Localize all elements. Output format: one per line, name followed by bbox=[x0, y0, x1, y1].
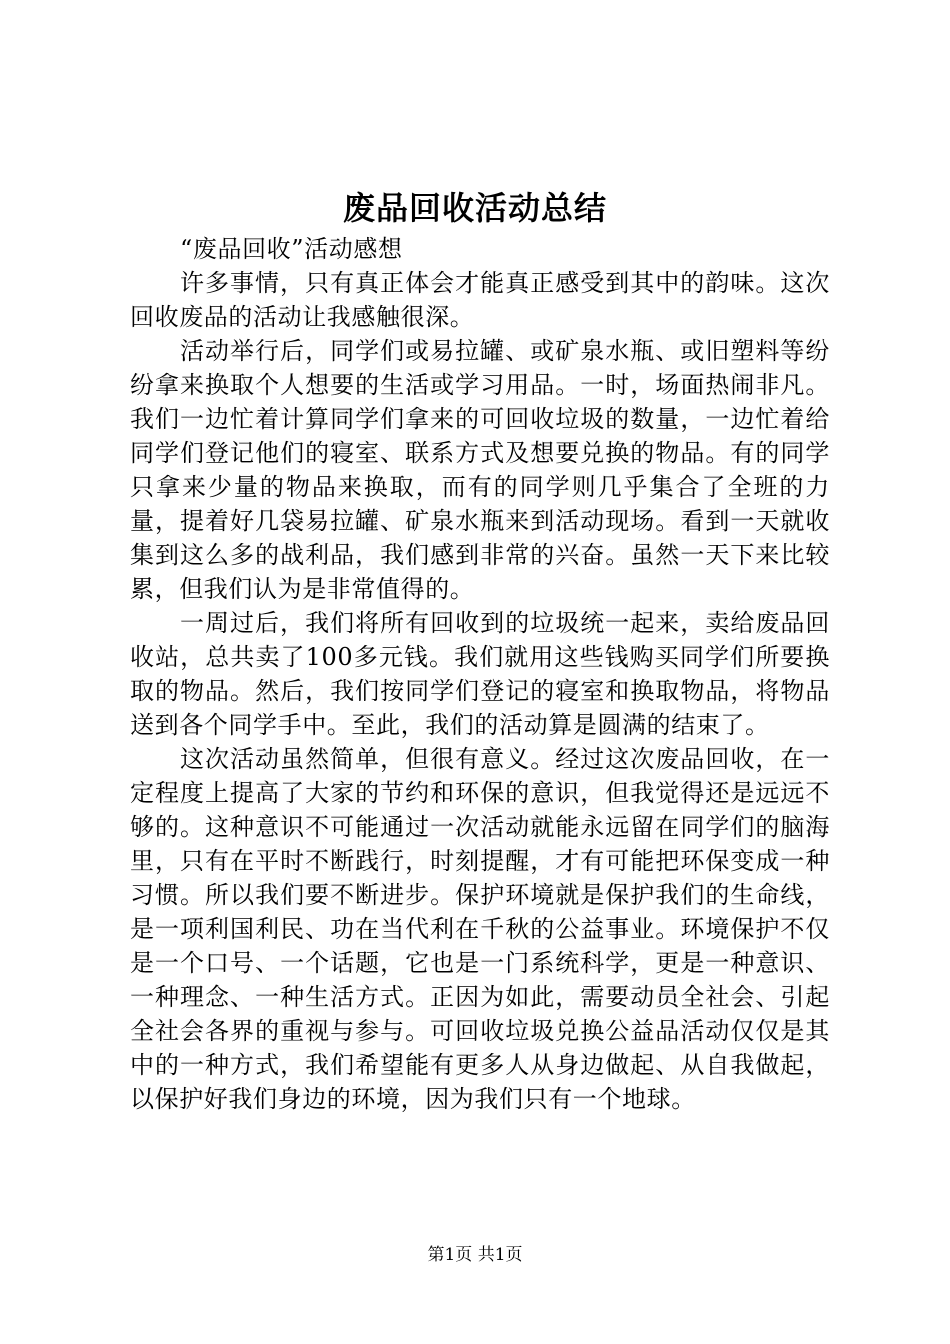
paragraph-intro: 许多事情，只有真正体会才能真正感受到其中的韵味。这次回收废品的活动让我感触很深。 bbox=[130, 269, 830, 331]
document-title: 废品回收活动总结 bbox=[342, 189, 607, 227]
page-footer: 第1页 共1页 bbox=[427, 1245, 523, 1265]
document-body bbox=[130, 232, 830, 1116]
paragraph-subtitle: “废品回收”活动感想 bbox=[180, 235, 403, 263]
paragraph-week-after: 一周过后，我们将所有回收到的垃圾统一起来，卖给废品回收站，总共卖了100多元钱。我们就用这些钱购买同学们所要换取的物品。然后，我们按同学们登记的寝室和换取物品，将物品送到各个同学手中。至此，我们的活动算是圆满的结束了。 bbox=[130, 609, 830, 739]
paragraph-conclusion: 这次活动虽然简单，但很有意义。经过这次废品回收，在一定程度上提高了大家的节约和环保的意识，但我觉得还是远远不够的。这种意识不可能通过一次活动就能永远留在同学们的脑海里，只有在平时不断践行，时刻提醒，才有可能把环保变成一种习惯。所以我们要不断进步。保护环境就是保护我们的生命线，是一项利国利民、功在当代利在千秋的公益事业。环境保护不仅是一个口号、一个话题，它也是一门系统科学，更是一种意识、一种理念、一种生活方式。正因为如此，需要动员全社会、引起全社会各界的重视与参与。可回收垃圾兑换公益品活动仅仅是其中的一种方式，我们希望能有更多人从身边做起、从自我做起，以保护好我们身边的环境，因为我们只有一个地球。 bbox=[130, 745, 830, 1113]
paragraph-activity: 活动举行后，同学们或易拉罐、或矿泉水瓶、或旧塑料等纷纷拿来换取个人想要的生活或学习用品。一时，场面热闹非凡。我们一边忙着计算同学们拿来的可回收垃圾的数量，一边忙着给同学们登记他们的寝室、联系方式及想要兑换的物品。有的同学只拿来少量的物品来换取，而有的同学则几乎集合了全班的力量，提着好几袋易拉罐、矿泉水瓶来到活动现场。看到一天就收集到这么多的战利品，我们感到非常的兴奋。虽然一天下来比较累，但我们认为是非常值得的。 bbox=[130, 337, 830, 603]
